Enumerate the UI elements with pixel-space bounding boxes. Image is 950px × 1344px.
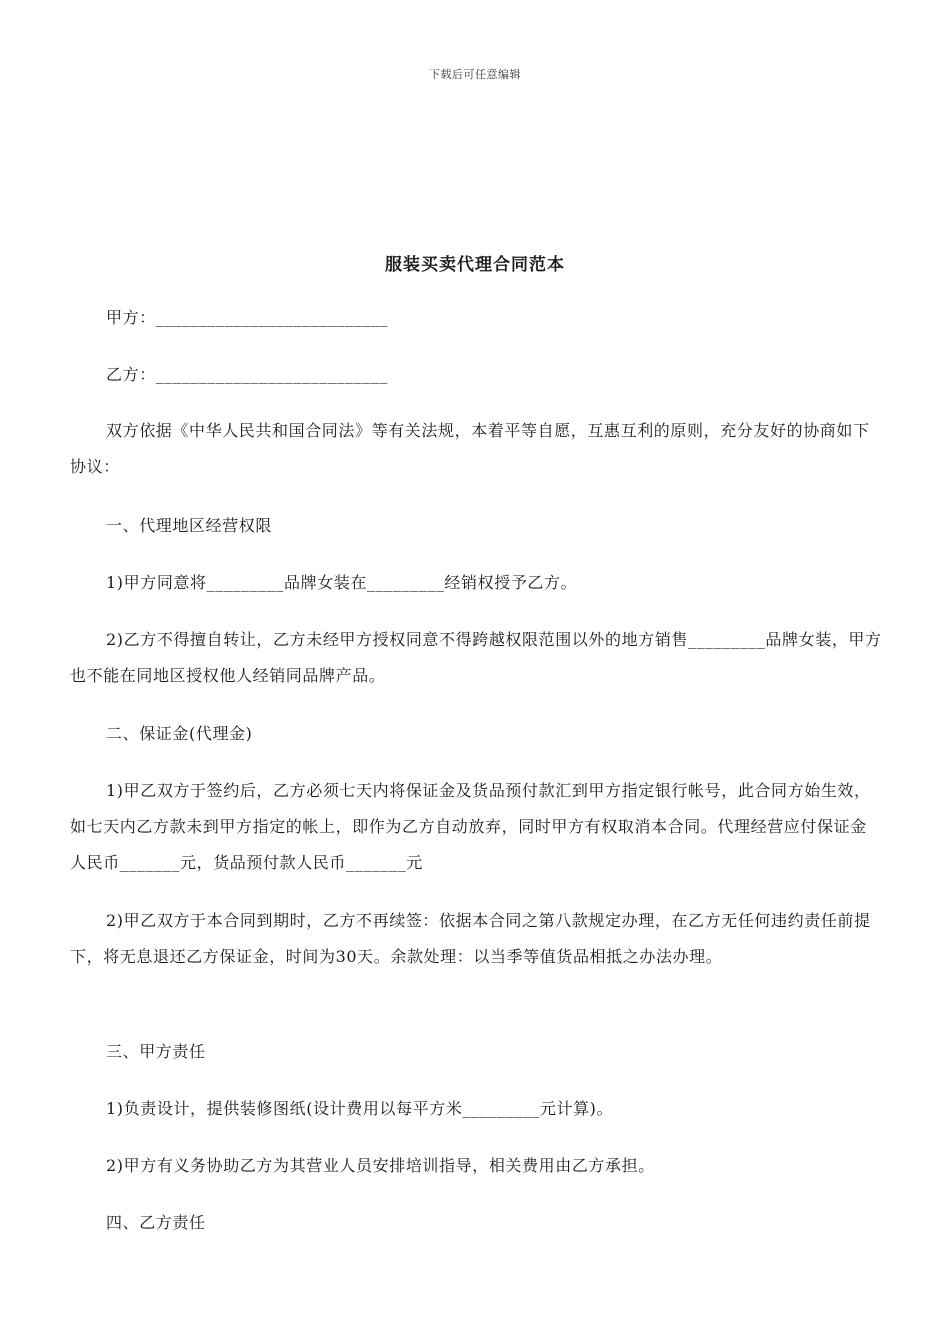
section-heading-4: 四、乙方责任: [106, 1213, 206, 1232]
section-heading-1: 一、代理地区经营权限: [106, 516, 273, 535]
header-note: 下载后可任意编辑: [429, 68, 521, 81]
intro-paragraph: 双方依据《中华人民共和国合同法》等有关法规，本着平等自愿，互惠互利的原则，充分友好的协商如下协议：: [70, 421, 870, 476]
document-title: 服装买卖代理合同范本: [385, 255, 565, 275]
party-b-line: 乙方：___________________________: [106, 365, 388, 384]
party-a-line: 甲方：___________________________: [106, 308, 388, 327]
section2-item-2: 2)甲乙双方于本合同到期时，乙方不再续签：依据本合同之第八款规定办理，在乙方无任何违约责任前提下，将无息退还乙方保证金，时间为30天。余款处理：以当季等值货品相抵之办法办理。: [70, 911, 871, 966]
section2-item-1: 1)甲乙双方于签约后，乙方必须七天内将保证金及货品预付款汇到甲方指定银行帐号，此合同方始生效，如七天内乙方款未到甲方指定的帐上，即作为乙方自动放弃，同时甲方有权取消本合同。代理经营应付保证金人民币_______元，货品预付款人民币_______元: [70, 781, 871, 872]
section1-item-2: 2)乙方不得擅自转让，乙方未经甲方授权同意不得跨越权限范围以外的地方销售_________品牌女装，甲方也不能在同地区授权他人经销同品牌产品。: [70, 630, 882, 685]
section-heading-3: 三、甲方责任: [106, 1042, 206, 1061]
section-heading-2: 二、保证金(代理金): [106, 724, 253, 743]
section3-item-1: 1)负责设计，提供装修图纸(设计费用以每平方米_________元计算)。: [106, 1099, 614, 1118]
section1-item-1: 1)甲方同意将_________品牌女装在_________经销权授予乙方。: [106, 573, 578, 592]
section3-item-2: 2)甲方有义务协助乙方为其营业人员安排培训指导，相关费用由乙方承担。: [106, 1156, 655, 1175]
